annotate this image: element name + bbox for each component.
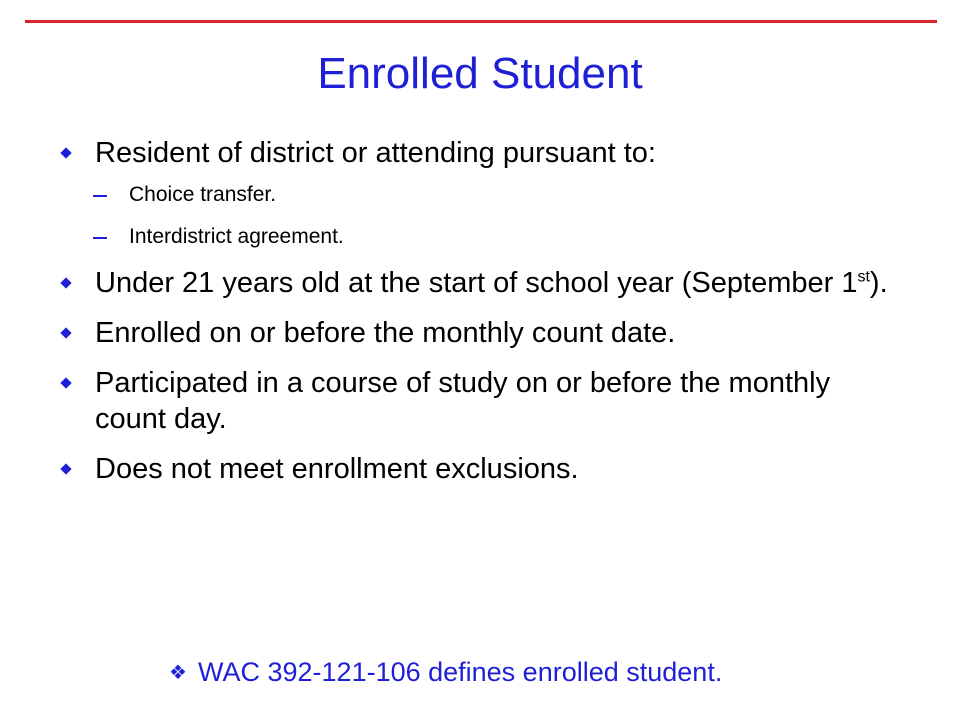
sub-bullet-text: Choice transfer.: [129, 183, 277, 206]
footer-note: [166, 652, 722, 693]
bullet-list: [62, 135, 892, 501]
bullet-text: Does not meet enrollment exclusions.: [95, 453, 579, 485]
bullet-text: Resident of district or attending pursuant to:: [95, 137, 656, 169]
dash-icon: [93, 237, 107, 239]
slide-title: Enrolled Student: [317, 49, 643, 98]
diamond-bullet-icon: [60, 327, 71, 338]
four-diamond-icon: ❖: [169, 662, 187, 684]
superscript: st: [857, 268, 870, 286]
diamond-bullet-icon: [60, 147, 71, 158]
bullet-item: [62, 315, 892, 351]
bullet-text: Enrolled on or before the monthly count date.: [95, 317, 676, 349]
bullet-item: [62, 451, 892, 487]
bullet-text: Under 21 years old at the start of school year (September 1st).: [95, 267, 888, 299]
sub-bullet-item: [91, 223, 888, 251]
footer-text: WAC 392-121-106 defines enrolled student.: [198, 657, 723, 687]
sub-bullet-item: [91, 181, 888, 209]
bullet-text: Participated in a course of study on or before the monthly count day.: [95, 367, 831, 435]
sub-bullet-text: Interdistrict agreement.: [129, 225, 344, 248]
sub-bullet-list: [91, 181, 888, 251]
bullet-item: [62, 265, 892, 301]
bullet-item: [62, 365, 892, 437]
dash-icon: [93, 195, 107, 197]
top-red-rule: [25, 20, 937, 23]
bullet-item: [62, 135, 892, 251]
diamond-bullet-icon: [60, 277, 71, 288]
diamond-bullet-icon: [60, 463, 71, 474]
diamond-bullet-icon: [60, 377, 71, 388]
